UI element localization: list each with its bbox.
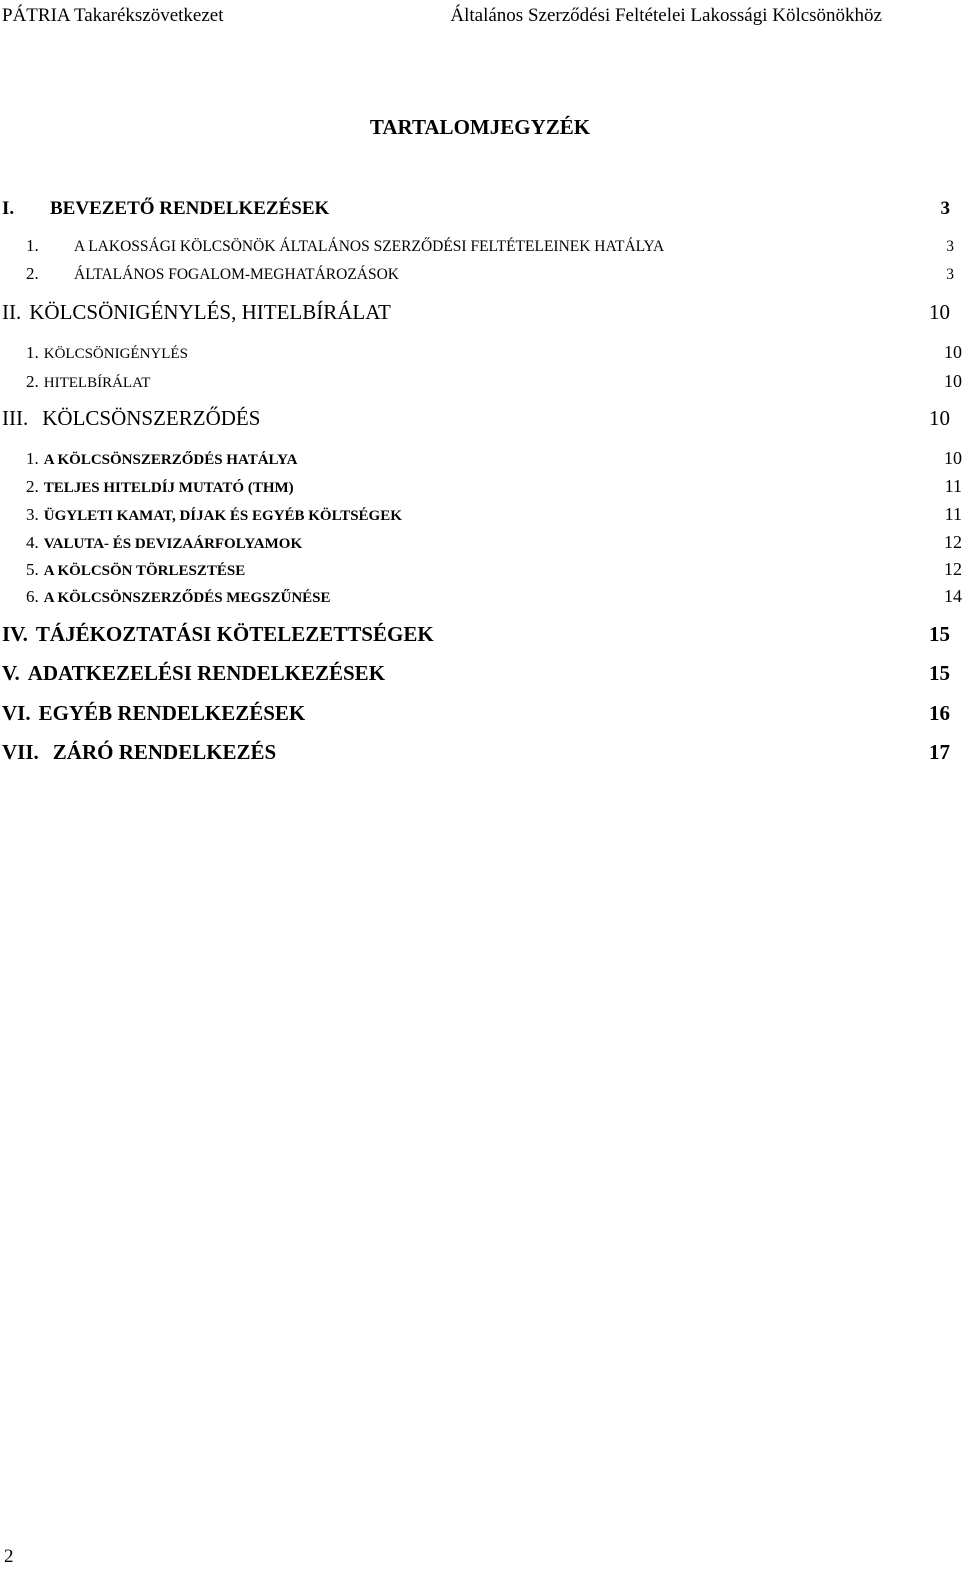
header-organization: PÁTRIA Takarékszövetkezet <box>2 5 224 26</box>
toc-entry-page: 12 <box>944 559 962 579</box>
toc-entry-section-2-1[interactable] <box>26 340 962 366</box>
toc-entry-label: EGYÉB RENDELKEZÉSEK <box>38 701 306 725</box>
toc-entry-label: ADATKEZELÉSI RENDELKEZÉSEK <box>27 661 386 685</box>
page-number: 2 <box>4 1546 14 1567</box>
toc-entry-chapter-6[interactable] <box>2 699 950 727</box>
toc-entry-label: VALUTA- ÉS DEVIZAÁRFOLYAMOK <box>43 536 303 552</box>
toc-entry-label: A KÖLCSÖNSZERZŐDÉS HATÁLYA <box>43 452 298 468</box>
toc-entry-number: VII. <box>2 740 39 764</box>
toc-entry-page: 15 <box>929 622 950 646</box>
toc-entry-chapter-4[interactable] <box>2 620 950 648</box>
toc-entry-chapter-3[interactable] <box>2 404 950 432</box>
toc-entry-section-3-2[interactable] <box>26 474 962 500</box>
header-document-title: Általános Szerződési Feltételei Lakossági Kölcsönökhöz <box>450 5 882 26</box>
toc-entry-page: 10 <box>944 371 962 391</box>
toc-entry-label: A LAKOSSÁGI KÖLCSÖNÖK ÁLTALÁNOS SZERZŐDÉSI FELTÉTELEINEK HATÁLYA <box>74 238 665 255</box>
toc-entry-page: 12 <box>944 532 962 552</box>
toc-entry-page: 16 <box>929 701 950 725</box>
toc-entry-number: 1. <box>26 236 39 255</box>
toc-entry-section-3-3[interactable] <box>26 502 962 528</box>
toc-entry-label: KÖLCSÖNIGÉNYLÉS, HITELBÍRÁLAT <box>29 300 391 324</box>
toc-entry-number: IV. <box>2 622 28 646</box>
toc-entry-page: 3 <box>946 266 954 283</box>
toc-entry-number: 3. <box>26 505 39 524</box>
toc-entry-page: 14 <box>944 586 962 606</box>
toc-entry-number: III. <box>2 406 29 430</box>
toc-entry-page: 3 <box>940 198 950 219</box>
toc-entry-page: 11 <box>944 504 962 524</box>
toc-entry-label: KÖLCSÖNSZERZŐDÉS <box>42 406 261 430</box>
toc-entry-chapter-1[interactable] <box>2 196 950 222</box>
toc-entry-section-3-5[interactable] <box>26 557 962 583</box>
toc-entry-section-3-1[interactable] <box>26 446 962 472</box>
toc-heading <box>0 112 960 142</box>
toc-entry-number: II. <box>2 300 22 324</box>
toc-entry-page: 10 <box>929 406 950 430</box>
toc-entry-number: 1. <box>26 343 39 362</box>
toc-entry-section-1-2[interactable] <box>26 262 954 287</box>
toc-entry-page: 17 <box>929 740 950 764</box>
toc-entry-page: 10 <box>944 342 962 362</box>
toc-entry-section-3-6[interactable] <box>26 584 962 610</box>
toc-entry-number: V. <box>2 661 20 685</box>
toc-entry-number: I. <box>2 198 15 219</box>
toc-entry-number: 4. <box>26 533 39 552</box>
toc-entry-label: ÜGYLETI KAMAT, DÍJAK ÉS EGYÉB KÖLTSÉGEK <box>43 508 402 524</box>
page-header <box>0 2 960 30</box>
toc-entry-section-2-2[interactable] <box>26 369 962 395</box>
toc-entry-page: 10 <box>944 448 962 468</box>
toc-entry-page: 15 <box>929 661 950 685</box>
toc-entry-number: 2. <box>26 372 39 391</box>
toc-entry-number: VI. <box>2 701 31 725</box>
toc-entry-label: A KÖLCSÖN TÖRLESZTÉSE <box>43 563 246 579</box>
toc-entry-page: 3 <box>946 238 954 255</box>
toc-entry-page: 10 <box>929 300 950 324</box>
toc-entry-chapter-7[interactable] <box>2 738 950 766</box>
toc-entry-page: 11 <box>944 476 962 496</box>
toc-entry-label: ÁLTALÁNOS FOGALOM-MEGHATÁROZÁSOK <box>74 266 399 283</box>
toc-entry-chapter-2[interactable] <box>2 298 950 326</box>
toc-entry-label: HITELBÍRÁLAT <box>43 375 151 391</box>
toc-entry-number: 2. <box>26 264 39 283</box>
toc-entry-section-1-1[interactable] <box>26 234 954 259</box>
toc-entry-number: 6. <box>26 587 39 606</box>
toc-entry-number: 2. <box>26 477 39 496</box>
toc-entry-label: TELJES HITELDÍJ MUTATÓ (THM) <box>43 480 294 496</box>
toc-entry-label: TÁJÉKOZTATÁSI KÖTELEZETTSÉGEK <box>35 622 434 646</box>
toc-entry-number: 1. <box>26 449 39 468</box>
toc-heading-text: TARTALOMJEGYZÉK <box>369 115 591 139</box>
toc-entry-label: BEVEZETŐ RENDELKEZÉSEK <box>50 198 330 219</box>
toc-entry-number: 5. <box>26 560 39 579</box>
toc-entry-chapter-5[interactable] <box>2 659 950 687</box>
toc-entry-label: ZÁRÓ RENDELKEZÉS <box>52 740 277 764</box>
toc-entry-label: A KÖLCSÖNSZERZŐDÉS MEGSZŰNÉSE <box>43 590 331 606</box>
toc-entry-section-3-4[interactable] <box>26 530 962 556</box>
toc-entry-label: KÖLCSÖNIGÉNYLÉS <box>43 346 188 362</box>
